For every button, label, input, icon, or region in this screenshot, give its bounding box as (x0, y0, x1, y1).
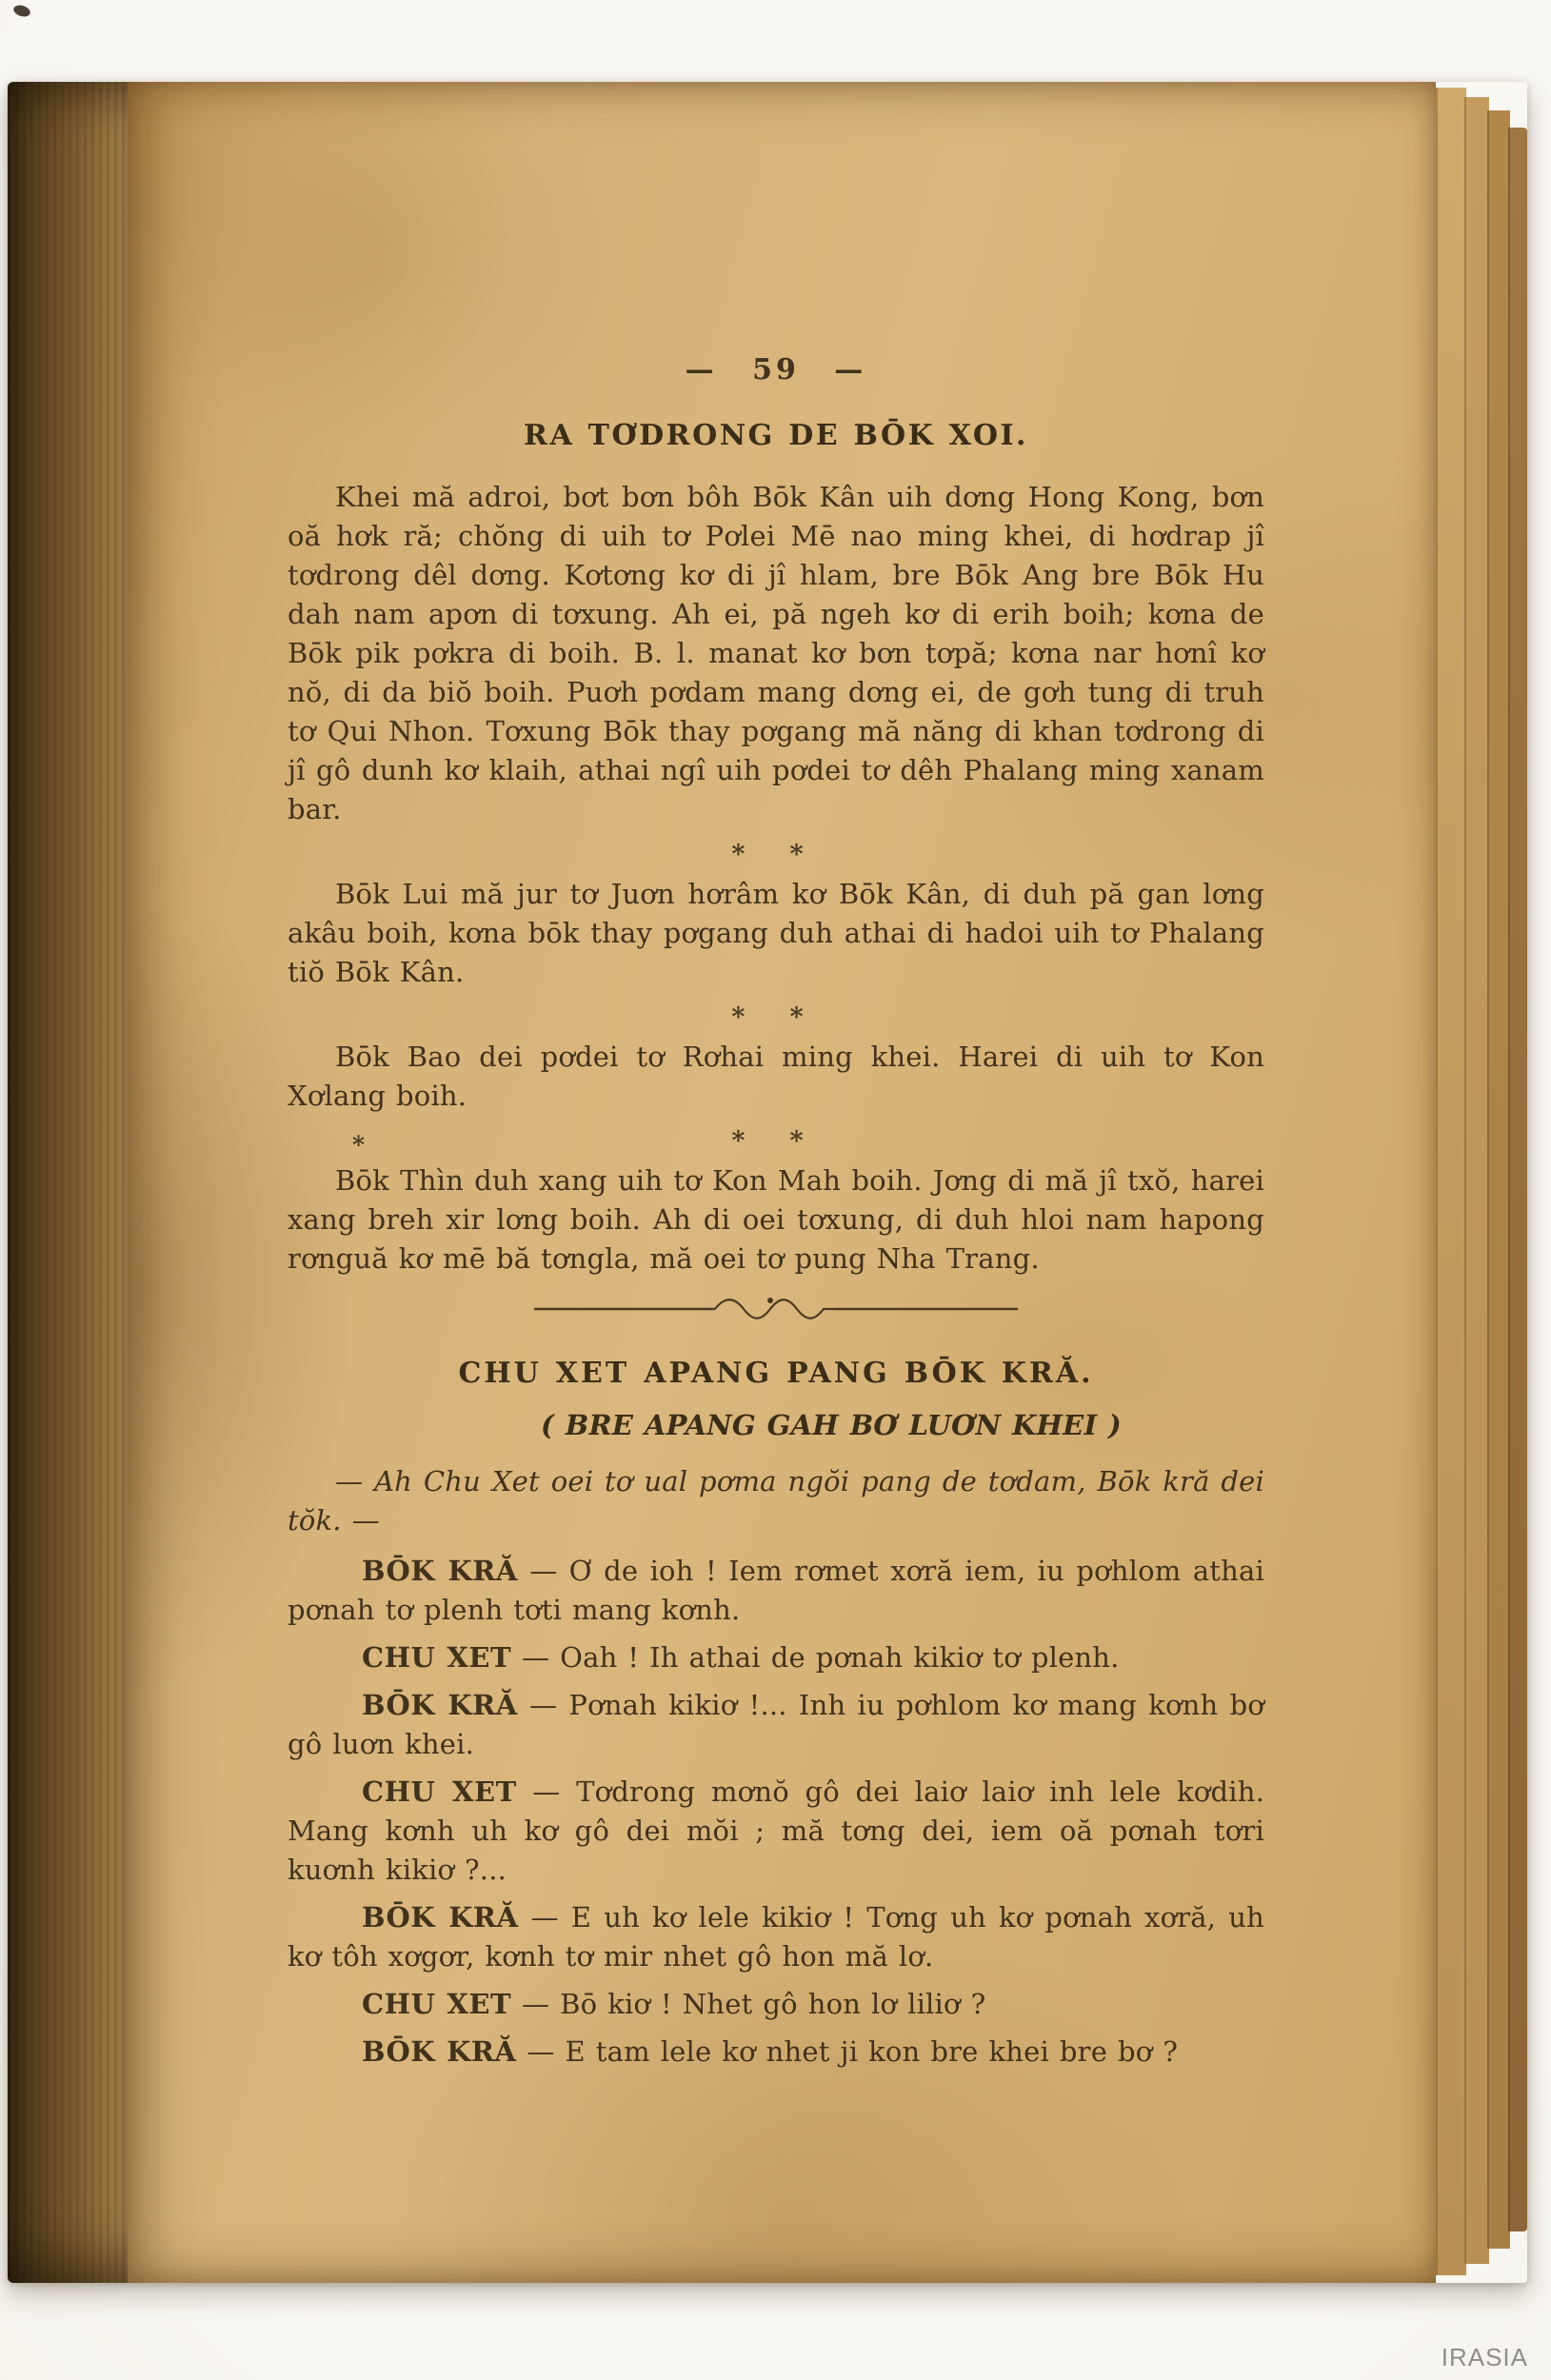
irasia-watermark: IRASIA (1441, 2343, 1528, 2371)
asterisk-ornament: * * (731, 1002, 821, 1032)
asterisk-separator (288, 1121, 1264, 1161)
dialogue-text: — Ơ de ioh ! Iem rơmet xơră iem, iu pơhlom athai pơnah tơ plenh tơti mang kơnh. (288, 1555, 1265, 1626)
dialogue-speaker: BŌK KRĂ (362, 1689, 518, 1721)
dialogue-line (288, 1638, 1264, 1677)
dialogue-line (288, 1985, 1264, 2024)
page-number: — 59 — (685, 353, 867, 387)
body-paragraph: Khei mă adroi, bơt bơn bôh Bōk Kân uih dơng Hong Kong, bơn oă hơk ră; chŏng di uih tơ Pơlei Mē nao ming khei, di hơdrap jî tơdrong dêl dơng. Kơtơng kơ di jî hlam, bre Bōk Ang bre Bōk Hu dah nam apơn di tơxung. Ah ei, pă ngeh kơ di erih boih; kơna de Bōk pik pơkra di boih. B. l. manat kơ bơn tơpă; kơna nar hơnî kơ nŏ, di da biŏ boih. Puơh pơdam mang dơng ei, de gơh tung di truh tơ Qui Nhon. Tơxung Bōk thay pơgang mă năng di khan tơdrong di jî gô dunh kơ klaih, athai ngî uih pơdei tơ dêh Phalang ming xanam bar. (288, 481, 1264, 825)
dialogue-text: — Oah ! Ih athai de pơnah kikiơ tơ plenh. (521, 1641, 1120, 1674)
stray-asterisk: * (352, 1131, 366, 1159)
squiggle-rule-icon (528, 1292, 1024, 1320)
dialogue-line (288, 1686, 1264, 1764)
scan-speck (12, 3, 32, 18)
asterisk-separator (288, 998, 1264, 1038)
asterisk-ornament: * * (731, 1126, 821, 1156)
dialogue-speaker: BŌK KRĂ (362, 1555, 518, 1587)
page-edge (1464, 97, 1489, 2264)
body-paragraph: Bōk Thìn duh xang uih tơ Kon Mah boih. Jơng di mă jî txŏ, harei xang breh xir lơng boih. Ah di oei tơxung, di duh hloi nam hapong rơnguă kơ mē bă tơngla, mă oei tơ pung Nha Trang. (288, 1164, 1264, 1275)
book-spine (8, 82, 133, 2283)
page-edge (1436, 88, 1466, 2275)
asterisk-ornament: * * (731, 840, 821, 869)
section1-title: RA TƠDRONG DE BŌK XOI. (524, 419, 1028, 452)
body-paragraph: Bōk Bao dei pơdei tơ Rơhai ming khei. Harei di uih tơ Kon Xơlang boih. (288, 1041, 1264, 1112)
dialogue-line (288, 1898, 1264, 1976)
dialogue-text: — E tam lele kơ nhet ji kon bre khei bre bơ ? (527, 2035, 1179, 2068)
dialogue-text: — Pơnah kikiơ !... Inh iu pơhlom kơ mang kơnh bơ gô luơn khei. (288, 1689, 1265, 1760)
body-paragraph: Bōk Lui mă jur tơ Juơn hơrâm kơ Bōk Kân, di duh pă gan lơng akâu boih, kơna bōk thay pơgang duh athai di hadoi uih tơ Phalang tiŏ Bōk Kân. (288, 878, 1264, 988)
dialogue-text: — E uh kơ lele kikiơ ! Tơng uh kơ pơnah xơră, uh kơ tôh xơgơr, kơnh tơ mir nhet gô hon mă lơ. (288, 1901, 1264, 1973)
book-page (8, 82, 1527, 2283)
page-fore-edges (1436, 82, 1527, 2283)
dialogue-line (288, 2033, 1264, 2072)
dialogue-speaker: BŌK KRĂ (362, 2035, 517, 2068)
dialogue-speaker: BŌK KRĂ (362, 1901, 519, 1934)
dialogue-text: — Tơdrong mơnŏ gô dei laiơ laiơ inh lele kơdih. Mang kơnh uh kơ gô dei mŏi ; mă tơng dei, iem oă pơnah tơri kuơnh kikiơ ?... (288, 1775, 1264, 1886)
dialogue-speaker: CHU XET (362, 1988, 512, 2020)
asterisk-separator (288, 835, 1264, 875)
section2-title: CHU XET APANG PANG BŌK KRĂ. (458, 1357, 1094, 1390)
page-edge (1508, 128, 1527, 2231)
section2-subtitle: ( BRE APANG GAH BƠ LUƠN KHEI ) (541, 1409, 1122, 1441)
stage-direction: — Ah Chu Xet oei tơ ual pơma ngŏi pang de tơdam, Bōk kră dei tŏk. — (288, 1465, 1264, 1537)
dialogue-text: — Bō kiơ ! Nhet gô hon lơ liliơ ? (521, 1988, 986, 2020)
dialogue-speaker: CHU XET (362, 1641, 512, 1674)
decorative-divider (288, 1292, 1264, 1331)
dialogue-line (288, 1552, 1264, 1630)
page-edge (1487, 110, 1510, 2249)
dialogue-speaker: CHU XET (362, 1775, 517, 1808)
paper-surface (128, 82, 1436, 2283)
dialogue-line (288, 1773, 1264, 1890)
page-content (288, 82, 1264, 2080)
